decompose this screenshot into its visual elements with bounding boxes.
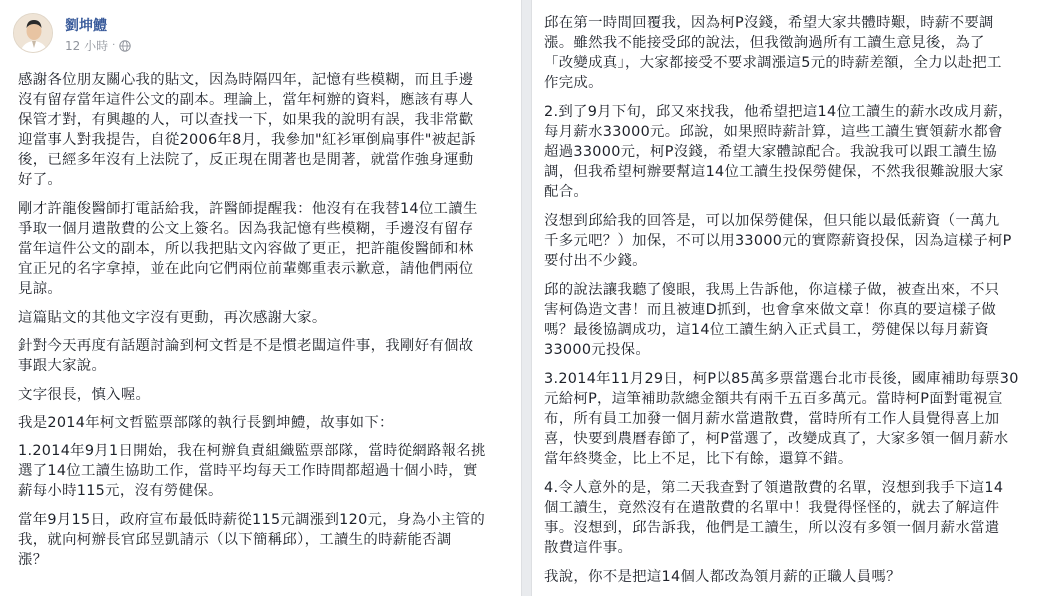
post-paragraph: 感謝各位朋友關心我的貼文，因為時隔四年，記憶有些模糊，而且手邊 沒有留存當年這件公文的副本。理論上，當年柯辦的資料，應該有專人 保管才對，有興趣的人，可以查找一下，如果我的說明有誤，我非常歡 迎當事人對我提告，自從2006年8月，我參加"紅衫軍倒扁事件"被起訴 後，已經多年沒有上法院了，反正現在閒著也是閒著，就當作強身運動 好了。	[18, 72, 476, 188]
post-paragraph: 我是2014年柯文哲監票部隊的執行長劉坤鱧，故事如下：	[18, 415, 394, 431]
post-paragraph: 這篇貼文的其他文字沒有更動，再次感謝大家。	[18, 310, 327, 326]
post-paragraph: 4.令人意外的是，第二天我查對了領遣散費的名單，沒想到我手下這14 個工讀生，竟然沒有在遣散費的名單中！我覺得怪怪的，就去了解這件 事。沒想到，邱告訴我，他們是工讀生，所以沒有多領一個月薪水當遣 散費這件事。	[544, 480, 1004, 556]
post-body-left	[0, 70, 521, 579]
post-paragraph: 3.2014年11月29日，柯P以85萬多票當選台北市長後，國庫補助每票30 元給柯P，這筆補助款總金額共有兩千五百多萬元。當時柯P面對電視宣 布，所有員工加發一個月薪水當遣散費，當時所有工作人員覺得喜上加 喜，快要到農曆春節了，柯P當選了，改變成真了，大家多領一個月薪水 當年終獎金，比上不足，比下有餘，還算不錯。	[544, 371, 1019, 467]
author-name[interactable]: 劉坤鱧	[65, 18, 107, 34]
post-paragraph: 當年9月15日，政府宣布最低時薪從115元調漲到120元，身為小主管的 我，就向柯辦長官邱昱凱請示（以下簡稱邱），工讀生的時薪能否調 漲？	[18, 512, 486, 568]
post-body-right	[532, 13, 1060, 596]
post-time[interactable]: 12 小時	[65, 39, 109, 53]
post-paragraph: 針對今天再度有話題討論到柯文哲是不是慣老闆這件事，我剛好有個故 事跟大家說。	[18, 338, 474, 374]
post-right-column	[531, 0, 1060, 596]
avatar[interactable]	[13, 13, 53, 53]
post-left-column	[0, 0, 522, 596]
post-paragraph: 邱在第一時間回覆我，因為柯P沒錢，希望大家共體時艱，時薪不要調 漲。雖然我不能接受邱的說法，但我徵詢過所有工讀生意見後，為了 「改變成真」，大家都接受不要求調漲這5元的時薪差額，全力以赴把工 作完成。	[544, 15, 1002, 91]
separator-dot: ·	[112, 40, 116, 51]
post-paragraph: 剛才許龍俊醫師打電話給我，許醫師提醒我：他沒有在我替14位工讀生 爭取一個月遣散費的公文上簽名。因為我記憶有些模糊，手邊沒有留存 當年這件公文的副本，所以我把貼文內容做了更正，把許龍俊醫師和林 宜正兄的名字拿掉，並在此向它們兩位前輩鄭重表示歉意，請他們兩位 見諒。	[18, 201, 478, 297]
globe-icon[interactable]	[119, 40, 131, 52]
post-paragraph: 我說，你不是把這14個人都改為領月薪的正職人員嗎？	[544, 569, 901, 585]
post-paragraph: 1.2014年9月1日開始，我在柯辦負責組織監票部隊，當時從網路報名挑 選了14位工讀生協助工作，當時平均每天工作時間都超過十個小時，實 薪每小時115元，沒有勞健保。	[18, 443, 486, 499]
post-paragraph: 文字很長，慎入喔。	[18, 387, 151, 403]
post-paragraph: 邱的說法讓我聽了傻眼，我馬上告訴他，你這樣子做，被查出來，不只 害柯偽造文書！而且被連D抓到，也會拿來做文章！你真的要這樣子做 嗎？最後協調成功，這14位工讀生納入正式員工，勞健保以每月薪資 33000元投保。	[544, 282, 1000, 358]
post-meta	[65, 37, 131, 54]
post-header	[0, 0, 521, 64]
post-paragraph: 2.到了9月下旬，邱又來找我，他希望把這14位工讀生的薪水改成月薪， 每月薪水33000元。邱說，如果照時薪計算，這些工讀生實領薪水都會 超過33000元，柯P沒錢，希望大家體諒配合。我說我可以跟工讀生協 調，但我希望柯辦要幫這14位工讀生投保勞健保，不然我很難說服大家 配合。	[544, 104, 1013, 200]
post-paragraph: 沒想到邱給我的回答是，可以加保勞健保，但只能以最低薪資（一萬九 千多元吧？）加保，不可以用33000元的實際薪資投保，因為這樣子柯P 要付出不少錢。	[544, 213, 1012, 269]
